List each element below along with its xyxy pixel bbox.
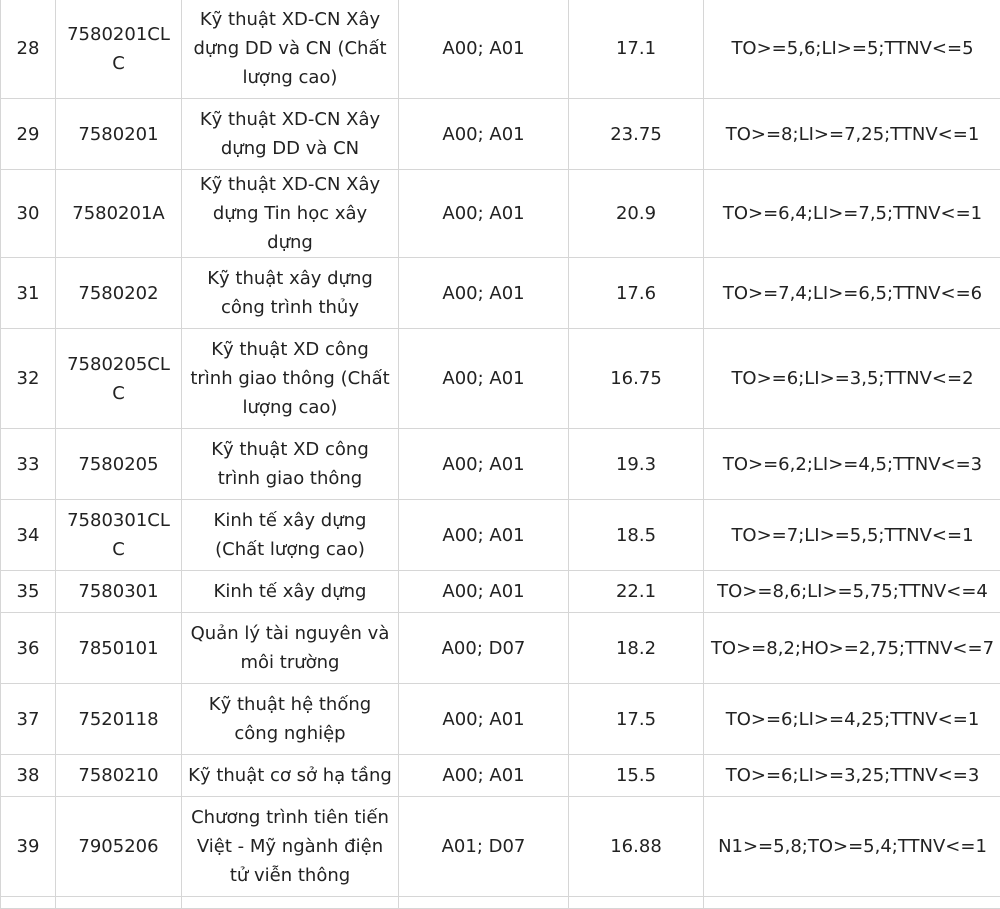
row-number: 36 <box>1 613 56 684</box>
subject-combination: A00; A01 <box>399 329 569 429</box>
major-code: 7520118 <box>56 684 182 755</box>
tiebreak-criteria: TO>=8,2;HO>=2,75;TTNV<=7 <box>704 613 1000 684</box>
subject-combination: A00; D07 <box>399 613 569 684</box>
subject-combination: A00; A01 <box>399 500 569 571</box>
row-number: 32 <box>1 329 56 429</box>
table-row-partial <box>1 897 1000 909</box>
subject-combination: A00; A01 <box>399 684 569 755</box>
major-name: Kỹ thuật XD-CN Xây dựng DD và CN <box>182 99 399 170</box>
tiebreak-criteria: TO>=6,4;LI>=7,5;TTNV<=1 <box>704 170 1000 258</box>
tiebreak-criteria: TO>=5,6;LI>=5;TTNV<=5 <box>704 0 1000 99</box>
subject-combination: A00; A01 <box>399 755 569 797</box>
subject-combination: A00; A01 <box>399 258 569 329</box>
cutoff-score: 16.75 <box>569 329 704 429</box>
subject-combination: A00; A01 <box>399 99 569 170</box>
table-row <box>1 571 1000 613</box>
major-code: 7580205 <box>56 429 182 500</box>
row-number: 38 <box>1 755 56 797</box>
major-name: Kỹ thuật XD-CN Xây dựng DD và CN (Chất lượng cao) <box>182 0 399 99</box>
major-name: Chương trình tiên tiến Việt - Mỹ ngành điện tử viễn thông <box>182 797 399 897</box>
table-row <box>1 797 1000 897</box>
subject-combination: A00; A01 <box>399 571 569 613</box>
major-code: 7580202 <box>56 258 182 329</box>
table-row <box>1 0 1000 99</box>
tiebreak-criteria: N1>=5,8;TO>=5,4;TTNV<=1 <box>704 797 1000 897</box>
row-number: 31 <box>1 258 56 329</box>
table-row <box>1 755 1000 797</box>
tiebreak-criteria: TO>=7,4;LI>=6,5;TTNV<=6 <box>704 258 1000 329</box>
major-code: 7580210 <box>56 755 182 797</box>
major-code: 7580201CLC <box>56 0 182 99</box>
tiebreak-criteria: TO>=6;LI>=3,25;TTNV<=3 <box>704 755 1000 797</box>
cutoff-score: 17.5 <box>569 684 704 755</box>
major-code: 7580201 <box>56 99 182 170</box>
tiebreak-criteria: TO>=6;LI>=4,25;TTNV<=1 <box>704 684 1000 755</box>
table-row <box>1 329 1000 429</box>
major-code: 7850101 <box>56 613 182 684</box>
row-number: 29 <box>1 99 56 170</box>
table-row <box>1 684 1000 755</box>
major-code: 7580301 <box>56 571 182 613</box>
table-row <box>1 170 1000 258</box>
tiebreak-criteria: TO>=8;LI>=7,25;TTNV<=1 <box>704 99 1000 170</box>
cutoff-score: 18.5 <box>569 500 704 571</box>
major-code: 7580201A <box>56 170 182 258</box>
major-name: Kỹ thuật hệ thống công nghiệp <box>182 684 399 755</box>
table-row <box>1 613 1000 684</box>
major-name: Kỹ thuật XD công trình giao thông (Chất lượng cao) <box>182 329 399 429</box>
tiebreak-criteria: TO>=6;LI>=3,5;TTNV<=2 <box>704 329 1000 429</box>
major-code: 7580301CLC <box>56 500 182 571</box>
major-code: 7580205CLC <box>56 329 182 429</box>
cutoff-score: 17.6 <box>569 258 704 329</box>
cutoff-score: 16.88 <box>569 797 704 897</box>
major-name: Kỹ thuật cơ sở hạ tầng <box>182 755 399 797</box>
tiebreak-criteria: TO>=8,6;LI>=5,75;TTNV<=4 <box>704 571 1000 613</box>
cutoff-score: 17.1 <box>569 0 704 99</box>
row-number: 37 <box>1 684 56 755</box>
subject-combination: A00; A01 <box>399 429 569 500</box>
cutoff-score: 19.3 <box>569 429 704 500</box>
major-name: Kỹ thuật XD công trình giao thông <box>182 429 399 500</box>
row-number: 39 <box>1 797 56 897</box>
subject-combination: A00; A01 <box>399 0 569 99</box>
major-name: Kinh tế xây dựng (Chất lượng cao) <box>182 500 399 571</box>
subject-combination: A00; A01 <box>399 170 569 258</box>
table-row <box>1 429 1000 500</box>
cutoff-score: 22.1 <box>569 571 704 613</box>
major-code: 7905206 <box>56 797 182 897</box>
tiebreak-criteria: TO>=7;LI>=5,5;TTNV<=1 <box>704 500 1000 571</box>
row-number: 34 <box>1 500 56 571</box>
cutoff-score: 18.2 <box>569 613 704 684</box>
cutoff-score: 15.5 <box>569 755 704 797</box>
major-name: Kinh tế xây dựng <box>182 571 399 613</box>
subject-combination: A01; D07 <box>399 797 569 897</box>
major-name: Kỹ thuật XD-CN Xây dựng Tin học xây dựng <box>182 170 399 258</box>
cutoff-score: 23.75 <box>569 99 704 170</box>
table-row <box>1 99 1000 170</box>
major-name: Kỹ thuật xây dựng công trình thủy <box>182 258 399 329</box>
row-number: 30 <box>1 170 56 258</box>
row-number: 35 <box>1 571 56 613</box>
table-row <box>1 258 1000 329</box>
row-number: 33 <box>1 429 56 500</box>
tiebreak-criteria: TO>=6,2;LI>=4,5;TTNV<=3 <box>704 429 1000 500</box>
table-row <box>1 500 1000 571</box>
cutoff-score: 20.9 <box>569 170 704 258</box>
row-number: 28 <box>1 0 56 99</box>
major-name: Quản lý tài nguyên và môi trường <box>182 613 399 684</box>
